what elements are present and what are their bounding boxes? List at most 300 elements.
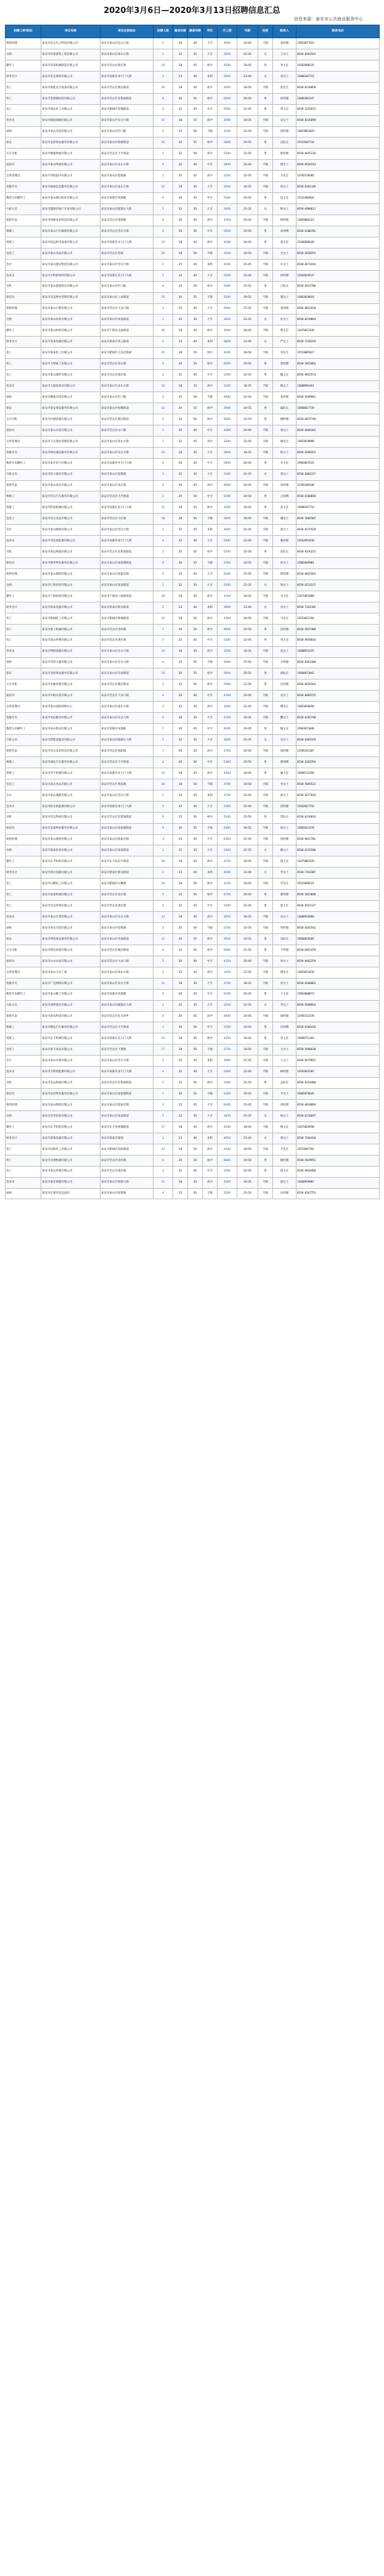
company-address-cell: 泰安市高新区南天门大街 xyxy=(100,71,153,82)
gender-cell: 不限 xyxy=(258,856,273,868)
salary-cell: 2300 xyxy=(218,558,237,569)
company-address-cell: 泰安市泰山区邱家店镇 xyxy=(100,569,153,580)
phone-cell: 0538-5683307 xyxy=(296,514,380,525)
gender-cell: 不限 xyxy=(258,259,273,270)
job-title-cell: 客服专员 xyxy=(6,713,41,724)
contact-person-cell: 伍师傅 xyxy=(273,1022,296,1033)
company-name-cell: 泰安市恒远机电设备有限公司 xyxy=(41,237,100,248)
phone-cell: 13562827743 xyxy=(296,801,380,812)
job-title-cell: 质检员 xyxy=(6,425,41,436)
company-address-cell: 泰安市高新区凤凰路 xyxy=(100,193,153,204)
min-age-cell: 18 xyxy=(173,115,188,126)
phone-cell: 13853861029 xyxy=(296,126,380,137)
gender-cell: 不限 xyxy=(258,38,273,49)
headcount-cell: 6 xyxy=(153,1011,173,1022)
contact-person-cell: 柏女士 xyxy=(273,447,296,458)
company-name-cell: 泰安市重工机械有限公司 xyxy=(41,624,100,635)
phone-cell: 0538-5685521 xyxy=(296,779,380,790)
salary-cell: 3800 xyxy=(218,160,237,171)
min-age-cell: 18 xyxy=(173,856,188,868)
table-row xyxy=(6,1089,380,1100)
gender-cell: 不限 xyxy=(258,613,273,624)
contact-person-cell: 华先生 xyxy=(273,348,296,359)
age-range-cell: 20-45 xyxy=(237,193,258,204)
max-age-cell: 55 xyxy=(188,1089,203,1100)
table-row xyxy=(6,845,380,856)
max-age-cell: 35 xyxy=(188,845,203,856)
contact-person-cell: 陶女士 xyxy=(273,381,296,392)
salary-cell: 3450 xyxy=(218,967,237,978)
contact-person-cell: 张经理 xyxy=(273,303,296,314)
max-age-cell: 50 xyxy=(188,547,203,558)
contact-person-cell: 余主任 xyxy=(273,1033,296,1044)
gender-cell: 女 xyxy=(258,314,273,326)
max-age-cell: 50 xyxy=(188,945,203,956)
education-cell: 大专 xyxy=(203,580,218,591)
table-row xyxy=(6,856,380,868)
job-title-cell: 保安 xyxy=(6,137,41,149)
salary-cell: 3250 xyxy=(218,912,237,923)
max-age-cell: 35 xyxy=(188,204,203,215)
education-cell: 大专 xyxy=(203,801,218,812)
company-name-cell: 泰安市泰山万达广场 xyxy=(41,967,100,978)
company-name-cell: 泰安市金泰电器有限公司 xyxy=(41,337,100,348)
salary-cell: 2900 xyxy=(218,403,237,414)
job-title-cell: 营业员 xyxy=(6,912,41,923)
max-age-cell: 45 xyxy=(188,458,203,469)
max-age-cell: 40 xyxy=(188,1067,203,1078)
max-age-cell: 40 xyxy=(188,691,203,702)
table-row xyxy=(6,491,380,502)
salary-cell: 5200 xyxy=(218,547,237,558)
gender-cell: 不限 xyxy=(258,1089,273,1100)
headcount-cell: 13 xyxy=(153,912,173,923)
max-age-cell: 35 xyxy=(188,447,203,458)
job-title-cell: 操作工 xyxy=(6,326,41,337)
job-title-cell: 厨师 xyxy=(6,392,41,403)
phone-cell: 13605381247 xyxy=(296,93,380,104)
table-row xyxy=(6,1133,380,1144)
company-name-cell: 泰安市泰山锻压机床有限公司 xyxy=(41,193,100,204)
salary-cell: 6000 xyxy=(218,93,237,104)
headcount-cell: 4 xyxy=(153,370,173,381)
company-address-cell: 泰安市泰山区灵山大街 xyxy=(100,381,153,392)
phone-cell: 0538-6281149 xyxy=(296,182,380,193)
table-row xyxy=(6,779,380,790)
headcount-cell: 4 xyxy=(153,901,173,912)
phone-cell: 13608939907 xyxy=(296,1177,380,1188)
headcount-cell: 2 xyxy=(153,436,173,447)
gender-cell: 男 xyxy=(258,458,273,469)
education-cell: 中专 xyxy=(203,370,218,381)
contact-person-cell: 俞队长 xyxy=(273,668,296,679)
age-range-cell: 25-45 xyxy=(237,259,258,270)
min-age-cell: 20 xyxy=(173,160,188,171)
company-address-cell: 泰安市新泰市新汶街道 xyxy=(100,602,153,613)
contact-person-cell: 沈主任 xyxy=(273,193,296,204)
age-range-cell: 18-35 xyxy=(237,713,258,724)
phone-cell: 15065813378 xyxy=(296,823,380,834)
contact-person-cell: 许女士 xyxy=(273,259,296,270)
gender-cell: 不限 xyxy=(258,646,273,657)
min-age-cell: 20 xyxy=(173,956,188,967)
phone-cell: 13475803319 xyxy=(296,856,380,868)
company-address-cell: 泰安市岱岳区黄前镇 xyxy=(100,779,153,790)
company-name-cell: 泰安市绿源农业科技有限公司 xyxy=(41,215,100,226)
phone-cell: 0538-5821063 xyxy=(296,359,380,370)
company-address-cell: 泰安市肥城市仪阳街道 xyxy=(100,1144,153,1155)
job-title-cell: 叉车司机 xyxy=(6,149,41,160)
gender-cell: 男 xyxy=(258,359,273,370)
company-name-cell: 泰安市泰山机床有限公司 xyxy=(41,724,100,735)
age-range-cell: 22-45 xyxy=(237,967,258,978)
education-cell: 大专 xyxy=(203,447,218,458)
job-title-cell: 电工 xyxy=(6,635,41,646)
company-address-cell: 泰安市泰山区岱庙街道 xyxy=(100,668,153,679)
salary-cell: 4000 xyxy=(218,868,237,879)
min-age-cell: 25 xyxy=(173,392,188,403)
salary-cell: 5200 xyxy=(218,370,237,381)
education-cell: 大专 xyxy=(203,204,218,215)
max-age-cell: 45 xyxy=(188,303,203,314)
min-age-cell: 22 xyxy=(173,469,188,480)
company-address-cell: 泰安市泰山区徐家楼街道 xyxy=(100,558,153,569)
contact-person-cell: 周主任 xyxy=(273,104,296,115)
max-age-cell: 45 xyxy=(188,215,203,226)
company-address-cell: 泰安市泰山区迎胜路 xyxy=(100,1188,153,1199)
gender-cell: 不限 xyxy=(258,160,273,171)
company-address-cell: 泰安市岱岳区房村镇 xyxy=(100,624,153,635)
max-age-cell: 45 xyxy=(188,856,203,868)
table-row xyxy=(6,1188,380,1199)
table-row xyxy=(6,1078,380,1089)
headcount-cell: 5 xyxy=(153,956,173,967)
phone-cell: 15553869521 xyxy=(296,879,380,890)
table-row xyxy=(6,392,380,403)
job-title-cell: 保安 xyxy=(6,933,41,945)
company-address-cell: 泰安市泰山区邱家店镇 xyxy=(100,1100,153,1111)
min-age-cell: 22 xyxy=(173,845,188,856)
company-name-cell: 泰安市岱岳农业科技有限公司 xyxy=(41,746,100,757)
company-name-cell: 泰安市保利置业有限公司 xyxy=(41,1000,100,1011)
company-address-cell: 泰安市高新区北天门大街 xyxy=(100,768,153,779)
education-cell: 高中 xyxy=(203,171,218,182)
education-cell: 初中 xyxy=(203,624,218,635)
age-range-cell: 23-40 xyxy=(237,1133,258,1144)
table-row xyxy=(6,1044,380,1056)
salary-cell: 3200 xyxy=(218,646,237,657)
age-range-cell: 22-40 xyxy=(237,1067,258,1078)
company-name-cell: 泰安市泰山建材有限公司 xyxy=(41,834,100,845)
education-cell: 不限 xyxy=(203,514,218,525)
job-title-cell: 普工 xyxy=(6,348,41,359)
company-address-cell: 泰安市泰山区财源大街 xyxy=(100,1177,153,1188)
table-row xyxy=(6,591,380,602)
table-row xyxy=(6,502,380,514)
max-age-cell: 50 xyxy=(188,93,203,104)
gender-cell: 不限 xyxy=(258,1144,273,1155)
contact-person-cell: 严女士 xyxy=(273,337,296,348)
company-name-cell: 泰安市广电网络有限公司 xyxy=(41,978,100,989)
job-title-cell: 叉车司机 xyxy=(6,679,41,691)
phone-cell: 0538-8811620 xyxy=(296,303,380,314)
job-title-cell: 销售经理 xyxy=(6,303,41,314)
education-cell: 不限 xyxy=(203,558,218,569)
salary-cell: 5300 xyxy=(218,801,237,812)
job-title-cell: 焊工 xyxy=(6,93,41,104)
job-title-cell: 技术员 xyxy=(6,270,41,281)
max-age-cell: 40 xyxy=(188,160,203,171)
company-address-cell: 泰安市岱岳区道朗镇 xyxy=(100,215,153,226)
headcount-cell: 22 xyxy=(153,613,173,624)
company-name-cell: 泰安市泰山食品有限公司 xyxy=(41,248,100,259)
headcount-cell: 10 xyxy=(153,668,173,679)
max-age-cell: 50 xyxy=(188,657,203,668)
company-address-cell: 泰安市泰山区泰前街道 xyxy=(100,845,153,856)
contact-person-cell: 常经理 xyxy=(273,923,296,934)
job-title-cell: 叉车司机 xyxy=(6,414,41,425)
phone-cell: 15098787712 xyxy=(296,502,380,514)
headcount-cell: 1 xyxy=(153,1000,173,1011)
gender-cell: 不限 xyxy=(258,558,273,569)
phone-cell: 0538-8265542 xyxy=(296,923,380,934)
job-title-cell: 维修工 xyxy=(6,1022,41,1033)
column-header: 最低年龄 xyxy=(173,25,188,38)
headcount-cell: 4 xyxy=(153,1188,173,1199)
age-range-cell: 25-45 xyxy=(237,303,258,314)
education-cell: 初中 xyxy=(203,856,218,868)
max-age-cell: 40 xyxy=(188,38,203,49)
contact-person-cell: 孔女士 xyxy=(273,314,296,326)
gender-cell: 男 xyxy=(258,757,273,768)
phone-cell: 13475852098 xyxy=(296,591,380,602)
company-address-cell: 泰安市肥城市石横镇 xyxy=(100,879,153,890)
age-range-cell: 20-40 xyxy=(237,691,258,702)
education-cell: 初中 xyxy=(203,137,218,149)
education-cell: 大专 xyxy=(203,713,218,724)
education-cell: 中专 xyxy=(203,635,218,646)
gender-cell: 女 xyxy=(258,845,273,856)
company-address-cell: 泰安市岱岳区北集坡街道 xyxy=(100,1078,153,1089)
headcount-cell: 2 xyxy=(153,868,173,879)
education-cell: 初中 xyxy=(203,679,218,691)
gender-cell: 不限 xyxy=(258,1188,273,1199)
company-address-cell: 泰安市岱岳区满庄镇 xyxy=(100,1166,153,1177)
headcount-cell: 7 xyxy=(153,624,173,635)
age-range-cell: 22-45 xyxy=(237,370,258,381)
age-range-cell: 20-50 xyxy=(237,226,258,237)
age-range-cell: 25-45 xyxy=(237,525,258,536)
min-age-cell: 23 xyxy=(173,602,188,613)
job-title-cell: 销售代表 xyxy=(6,1011,41,1022)
table-header-row xyxy=(6,25,380,38)
phone-cell: 13475829930 xyxy=(296,1122,380,1133)
recruitment-table xyxy=(5,25,380,1199)
salary-cell: 6500 xyxy=(218,359,237,370)
salary-cell: 4500 xyxy=(218,259,237,270)
job-title-cell: 质检员 xyxy=(6,956,41,967)
contact-person-cell: 汤经理 xyxy=(273,834,296,845)
company-name-cell: 泰安市锦华物业服务有限公司 xyxy=(41,558,100,569)
gender-cell: 不限 xyxy=(258,834,273,845)
job-title-cell: 行政文员 xyxy=(6,469,41,480)
max-age-cell: 50 xyxy=(188,126,203,137)
salary-cell: 4450 xyxy=(218,1033,237,1044)
company-name-cell: 泰安市佳运物流有限公司 xyxy=(41,812,100,823)
headcount-cell: 15 xyxy=(153,115,173,126)
table-row xyxy=(6,613,380,624)
max-age-cell: 50 xyxy=(188,281,203,292)
headcount-cell: 10 xyxy=(153,60,173,71)
education-cell: 不限 xyxy=(203,126,218,137)
table-row xyxy=(6,104,380,115)
education-cell: 初中 xyxy=(203,879,218,890)
salary-cell: 4050 xyxy=(218,1133,237,1144)
job-title-cell: 保洁员 xyxy=(6,558,41,569)
max-age-cell: 55 xyxy=(188,137,203,149)
max-age-cell: 50 xyxy=(188,624,203,635)
headcount-cell: 12 xyxy=(153,381,173,392)
job-title-cell: 出纳 xyxy=(6,580,41,591)
company-address-cell: 泰安市泰山区东岳大街 xyxy=(100,978,153,989)
age-range-cell: 20-50 xyxy=(237,624,258,635)
company-name-cell: 泰安市中科新材料有限公司 xyxy=(41,270,100,281)
education-cell: 高中 xyxy=(203,702,218,713)
table-row xyxy=(6,381,380,392)
table-row xyxy=(6,890,380,901)
min-age-cell: 30 xyxy=(173,823,188,834)
max-age-cell: 45 xyxy=(188,989,203,1000)
age-range-cell: 25-45 xyxy=(237,834,258,845)
max-age-cell: 40 xyxy=(188,1133,203,1144)
salary-cell: 3600 xyxy=(218,514,237,525)
age-range-cell: 20-40 xyxy=(237,160,258,171)
age-range-cell: 22-40 xyxy=(237,270,258,281)
max-age-cell: 50 xyxy=(188,491,203,502)
column-header: 招聘人数 xyxy=(153,25,173,38)
contact-person-cell: 彭女士 xyxy=(273,558,296,569)
company-address-cell: 泰安市泰山区东岳大街 xyxy=(100,38,153,49)
contact-person-cell: 姚经理 xyxy=(273,1155,296,1166)
phone-cell: 13705389248 xyxy=(296,480,380,491)
age-range-cell: 22-45 xyxy=(237,1166,258,1177)
table-row xyxy=(6,901,380,912)
company-address-cell: 泰安市岱岳区房村镇 xyxy=(100,1155,153,1166)
phone-cell: 0538-8334480 xyxy=(296,1078,380,1089)
job-title-cell: 维修工 xyxy=(6,757,41,768)
min-age-cell: 22 xyxy=(173,49,188,60)
min-age-cell: 22 xyxy=(173,1000,188,1011)
phone-cell: 15065876645 xyxy=(296,1089,380,1100)
gender-cell: 男 xyxy=(258,989,273,1000)
job-title-cell: 司机 xyxy=(6,1078,41,1089)
phone-cell: 13853836658 xyxy=(296,702,380,713)
contact-person-cell: 元女士 xyxy=(273,1044,296,1056)
min-age-cell: 18 xyxy=(173,713,188,724)
age-range-cell: 18-35 xyxy=(237,182,258,193)
company-address-cell: 泰安市岱岳区岱宗大街 xyxy=(100,226,153,237)
table-body xyxy=(6,38,380,1199)
education-cell: 初中 xyxy=(203,1155,218,1166)
contact-person-cell: 水主任 xyxy=(273,458,296,469)
table-row xyxy=(6,115,380,126)
education-cell: 初中 xyxy=(203,812,218,823)
salary-cell: 3400 xyxy=(218,845,237,856)
salary-cell: 3700 xyxy=(218,713,237,724)
company-address-cell: 泰安市岱岳区天平街道 xyxy=(100,757,153,768)
table-row xyxy=(6,580,380,591)
salary-cell: 4300 xyxy=(218,502,237,514)
age-range-cell: 20-55 xyxy=(237,933,258,945)
headcount-cell: 4 xyxy=(153,1100,173,1111)
company-address-cell: 泰安市东平县东平街道 xyxy=(100,856,153,868)
gender-cell: 女 xyxy=(258,602,273,613)
job-title-cell: 客服专员 xyxy=(6,447,41,458)
age-range-cell: 18-45 xyxy=(237,591,258,602)
gender-cell: 不限 xyxy=(258,779,273,790)
min-age-cell: 18 xyxy=(173,348,188,359)
education-cell: 本科 xyxy=(203,337,218,348)
job-title-cell: 行政文员 xyxy=(6,204,41,215)
contact-person-cell: 卫先生 xyxy=(273,171,296,182)
contact-person-cell: 任经理 xyxy=(273,679,296,691)
gender-cell: 男 xyxy=(258,635,273,646)
contact-person-cell: 滕女士 xyxy=(273,845,296,856)
job-title-cell: 包装工 xyxy=(6,1044,41,1056)
gender-cell: 不限 xyxy=(258,182,273,193)
headcount-cell: 4 xyxy=(153,536,173,547)
salary-cell: 5800 xyxy=(218,458,237,469)
job-title-cell: 焊工 xyxy=(6,890,41,901)
contact-person-cell: 韩女士 xyxy=(273,204,296,215)
gender-cell: 女 xyxy=(258,337,273,348)
company-address-cell: 泰安市岱岳区大汶口镇 xyxy=(100,956,153,967)
job-title-cell: 质检员 xyxy=(6,691,41,702)
gender-cell: 女 xyxy=(258,49,273,60)
max-age-cell: 45 xyxy=(188,1100,203,1111)
job-title-cell: 装配工 xyxy=(6,1033,41,1044)
contact-person-cell: 毕先生 xyxy=(273,879,296,890)
headcount-cell: 5 xyxy=(153,890,173,901)
job-title-cell: 营业员 xyxy=(6,381,41,392)
company-address-cell: 泰安市泰山区擂鼓石大街 xyxy=(100,204,153,215)
table-row xyxy=(6,1011,380,1022)
contact-person-cell: 郎经理 xyxy=(273,569,296,580)
education-cell: 大专 xyxy=(203,1100,218,1111)
gender-cell: 不限 xyxy=(258,691,273,702)
gender-cell: 男 xyxy=(258,890,273,901)
company-address-cell: 泰安市高新区北天门大街 xyxy=(100,1033,153,1044)
company-address-cell: 泰安市泰山区东岳大街 xyxy=(100,447,153,458)
contact-person-cell: 倪女士 xyxy=(273,823,296,834)
education-cell: 初中 xyxy=(203,93,218,104)
education-cell: 中专 xyxy=(203,1022,218,1033)
table-row xyxy=(6,602,380,613)
contact-person-cell: 廉主任 xyxy=(273,768,296,779)
contact-person-cell: 岑女士 xyxy=(273,779,296,790)
age-range-cell: 25-50 xyxy=(237,1188,258,1199)
company-address-cell: 泰安市泰山区泰山大街 xyxy=(100,702,153,713)
company-address-cell: 泰安市泰山区上高街道 xyxy=(100,292,153,303)
max-age-cell: 40 xyxy=(188,536,203,547)
phone-cell: 0538-6218856 xyxy=(296,82,380,93)
age-range-cell: 18-50 xyxy=(237,1044,258,1056)
salary-cell: 3000 xyxy=(218,115,237,126)
min-age-cell: 22 xyxy=(173,735,188,746)
salary-cell: 2400 xyxy=(218,823,237,834)
gender-cell: 不限 xyxy=(258,326,273,337)
company-name-cell: 泰安市泰岳纤维有限公司 xyxy=(41,1166,100,1177)
